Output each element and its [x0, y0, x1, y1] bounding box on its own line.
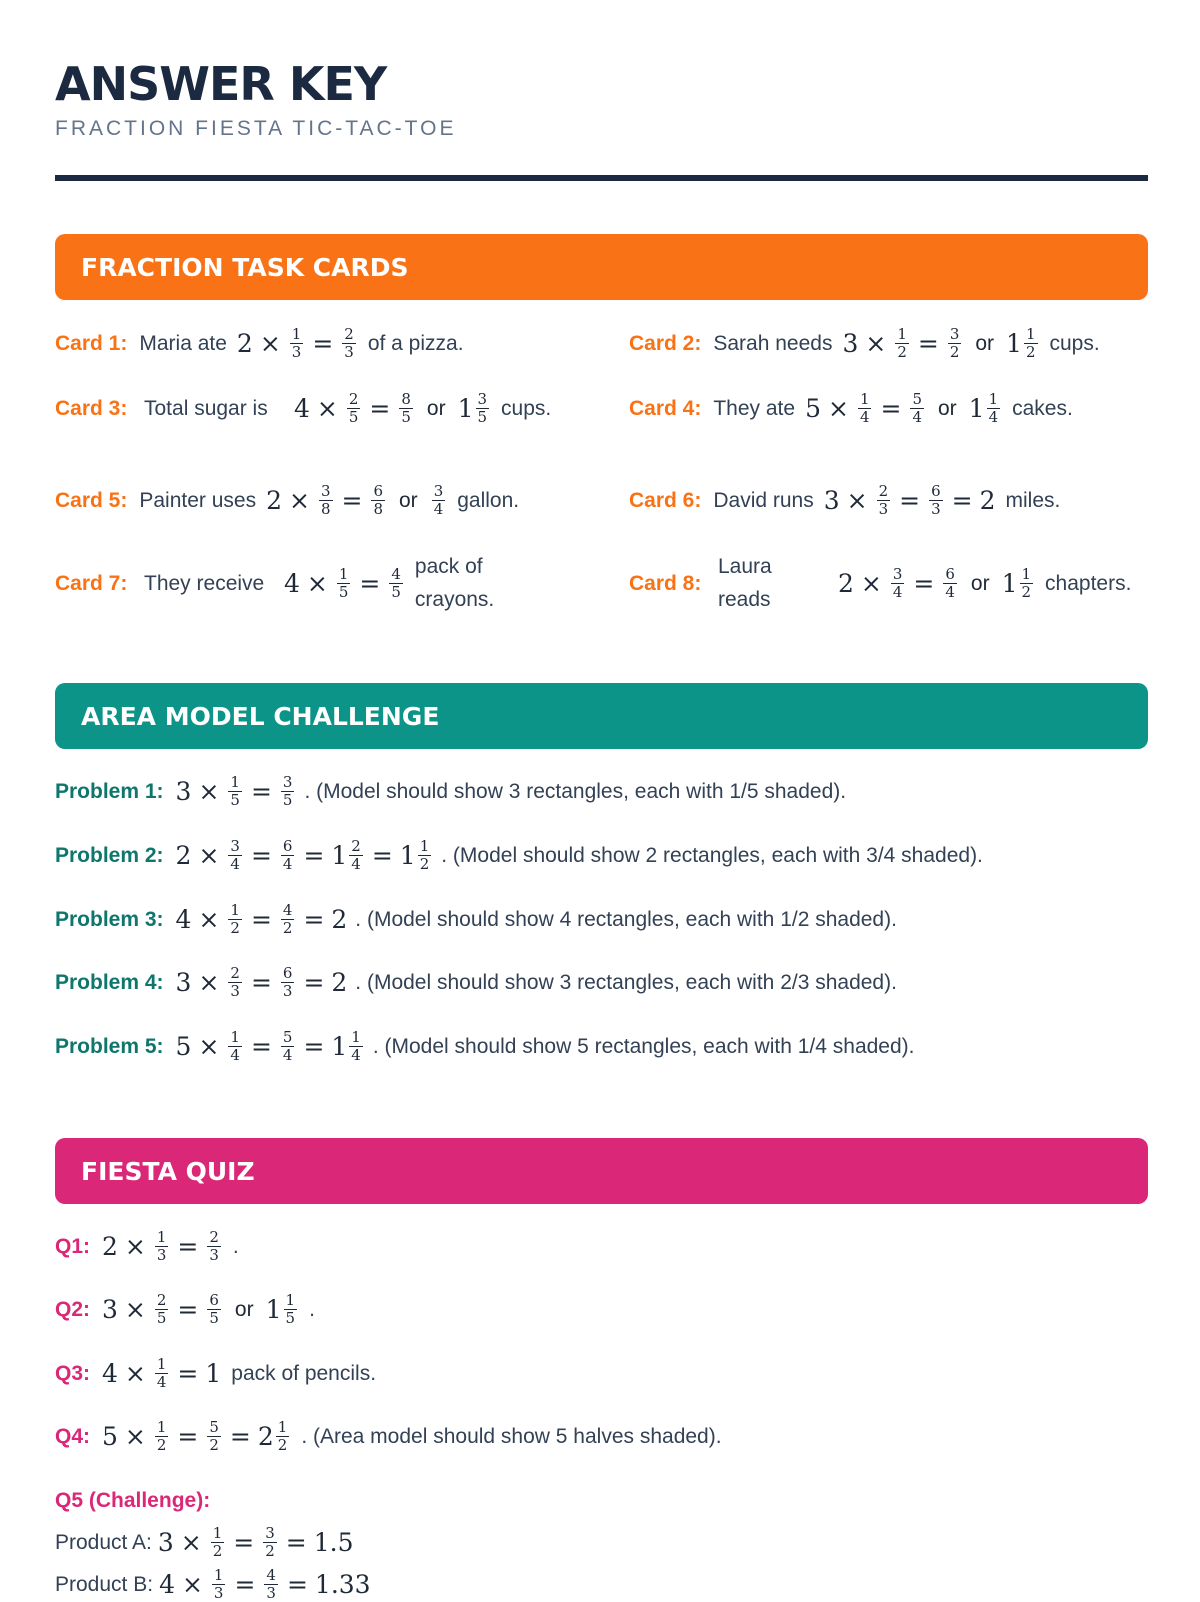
- problem-1: [55, 775, 846, 808]
- quiz-label: Q2:: [55, 1298, 91, 1321]
- quiz-equation: 3 × $\frac{2}{5}$ = $\frac{6}{5}$ or 1 $\frac{1}{5}$: [102, 1291, 296, 1327]
- card-text: They ate: [713, 397, 796, 420]
- card-label: Card 1:: [55, 332, 128, 355]
- problem-note: . (Model should show 4 rectangles, each with 1/2 shaded).: [355, 908, 897, 931]
- quiz-note: .: [232, 1235, 239, 1258]
- card-label: Card 4:: [629, 397, 702, 420]
- problem-label: Problem 1:: [55, 780, 164, 803]
- task-card-3: [55, 392, 551, 425]
- card-label: Card 7:: [55, 571, 128, 595]
- problem-4: [55, 966, 897, 999]
- page-title: ANSWER KEY: [55, 57, 387, 111]
- problem-5: [55, 1030, 915, 1063]
- problem-note: . (Model should show 3 rectangles, each with 1/5 shaded).: [304, 780, 847, 803]
- section-header-area-model: AREA MODEL CHALLENGE: [55, 683, 1148, 749]
- product-b: [55, 1568, 371, 1601]
- card-text: Laura reads: [718, 555, 772, 611]
- card-label: Card 8:: [629, 571, 702, 595]
- quiz-equation: 5 × $\frac{1}{2}$ = $\frac{5}{2}$ = 2 $\frac{1}{2}$: [102, 1418, 288, 1454]
- quiz-answer-3: [55, 1357, 376, 1390]
- problem-note: . (Model should show 5 rectangles, each with 1/4 shaded).: [372, 1035, 915, 1058]
- page-subtitle: FRACTION FIESTA TIC-TAC-TOE: [55, 117, 457, 140]
- product-b-equation: 4 × $\frac{1}{3}$ = $\frac{4}{3}$ = 1.33: [159, 1566, 371, 1602]
- card-text: They receive: [144, 571, 265, 595]
- card-text: Maria ate: [139, 332, 227, 355]
- quiz-note: .: [309, 1298, 315, 1321]
- task-card-2: [629, 327, 1100, 360]
- card-equation: 3 × $\frac{2}{3}$ = $\frac{6}{3}$ = 2: [823, 482, 996, 518]
- task-card-1: [55, 327, 464, 360]
- card-tail: chapters.: [1045, 571, 1132, 595]
- quiz-equation: 2 × $\frac{1}{3}$ = $\frac{2}{3}$: [102, 1228, 219, 1264]
- card-equation: 5 × $\frac{1}{4}$ = $\frac{5}{4}$ or 1 $\frac{1}{4}$: [805, 390, 999, 426]
- card-label: Card 2:: [629, 332, 702, 355]
- card-equation: 2 × $\frac{3}{4}$ = $\frac{6}{4}$ or 1 $\frac{1}{2}$: [838, 564, 1032, 601]
- task-card-7: [55, 550, 525, 616]
- task-card-6: [629, 484, 1060, 517]
- card-text: Total sugar is: [144, 397, 268, 420]
- quiz-answer-4: [55, 1420, 722, 1453]
- quiz-answer-2: [55, 1293, 315, 1326]
- card-tail: pack of crayons.: [414, 555, 495, 611]
- product-a: [55, 1526, 354, 1559]
- quiz-answer-1: [55, 1230, 239, 1263]
- task-card-4: [629, 392, 1073, 425]
- quiz-note: . (Area model should show 5 halves shaded).: [301, 1425, 722, 1448]
- card-text: Painter uses: [139, 489, 257, 512]
- card-label: Card 6:: [629, 489, 702, 512]
- card-tail: cups.: [1049, 332, 1100, 355]
- card-equation: 4 × $\frac{1}{5}$ = $\frac{4}{5}$: [284, 564, 401, 601]
- problem-label: Problem 3:: [55, 908, 164, 931]
- problem-label: Problem 5:: [55, 1035, 164, 1058]
- card-equation: 2 × $\frac{3}{8}$ = $\frac{6}{8}$ or $\frac{3}{4}$: [266, 482, 444, 518]
- card-tail: cups.: [501, 397, 552, 420]
- section-header-task-cards: FRACTION TASK CARDS: [55, 234, 1148, 300]
- problem-label: Problem 4:: [55, 971, 164, 994]
- quiz-challenge-label: Q5 (Challenge):: [55, 1489, 211, 1512]
- card-text: David runs: [713, 489, 814, 512]
- problem-note: . (Model should show 2 rectangles, each with 3/4 shaded).: [441, 844, 983, 867]
- card-equation: 2 × $\frac{1}{3}$ = $\frac{2}{3}$: [236, 325, 354, 361]
- problem-equation: 5 × $\frac{1}{4}$ = $\frac{5}{4}$ = 1 $\frac{1}{4}$: [175, 1028, 361, 1064]
- card-label: Card 5:: [55, 489, 128, 512]
- problem-equation: 3 × $\frac{2}{3}$ = $\frac{6}{3}$ = 2: [175, 964, 348, 1000]
- problem-equation: 3 × $\frac{1}{5}$ = $\frac{3}{5}$: [175, 773, 293, 809]
- card-label: Card 3:: [55, 397, 128, 420]
- card-equation: 4 × $\frac{2}{5}$ = $\frac{8}{5}$ or 1 $\frac{3}{5}$: [294, 390, 488, 426]
- card-tail: of a pizza.: [367, 332, 464, 355]
- problem-equation: 2 × $\frac{3}{4}$ = $\frac{6}{4}$ = 1 $\frac{2}{4}$ = 1 $\frac{1}{2}$: [175, 837, 430, 873]
- section-header-quiz: FIESTA QUIZ: [55, 1138, 1148, 1204]
- card-tail: miles.: [1005, 489, 1061, 512]
- product-b-label: Product B:: [55, 1573, 154, 1596]
- problem-note: . (Model should show 3 rectangles, each with 2/3 shaded).: [355, 971, 897, 994]
- problem-2: [55, 839, 983, 872]
- quiz-label: Q1:: [55, 1235, 91, 1258]
- title-divider: [55, 175, 1148, 181]
- product-a-equation: 3 × $\frac{1}{2}$ = $\frac{3}{2}$ = 1.5: [157, 1524, 354, 1560]
- problem-label: Problem 2:: [55, 844, 164, 867]
- task-card-8: [629, 550, 1131, 616]
- task-card-5: [55, 484, 519, 517]
- quiz-label: Q4:: [55, 1425, 91, 1448]
- problem-equation: 4 × $\frac{1}{2}$ = $\frac{4}{2}$ = 2: [175, 901, 348, 937]
- card-equation: 3 × $\frac{1}{2}$ = $\frac{3}{2}$ or 1 $\frac{1}{2}$: [842, 325, 1036, 361]
- card-tail: cakes.: [1012, 397, 1073, 420]
- card-tail: gallon.: [457, 489, 520, 512]
- quiz-label: Q3:: [55, 1362, 91, 1385]
- card-text: Sarah needs: [713, 332, 833, 355]
- quiz-note: pack of pencils.: [231, 1362, 377, 1385]
- product-a-label: Product A:: [55, 1531, 152, 1554]
- problem-3: [55, 903, 897, 936]
- quiz-equation: 4 × $\frac{1}{4}$ = 1: [102, 1355, 222, 1391]
